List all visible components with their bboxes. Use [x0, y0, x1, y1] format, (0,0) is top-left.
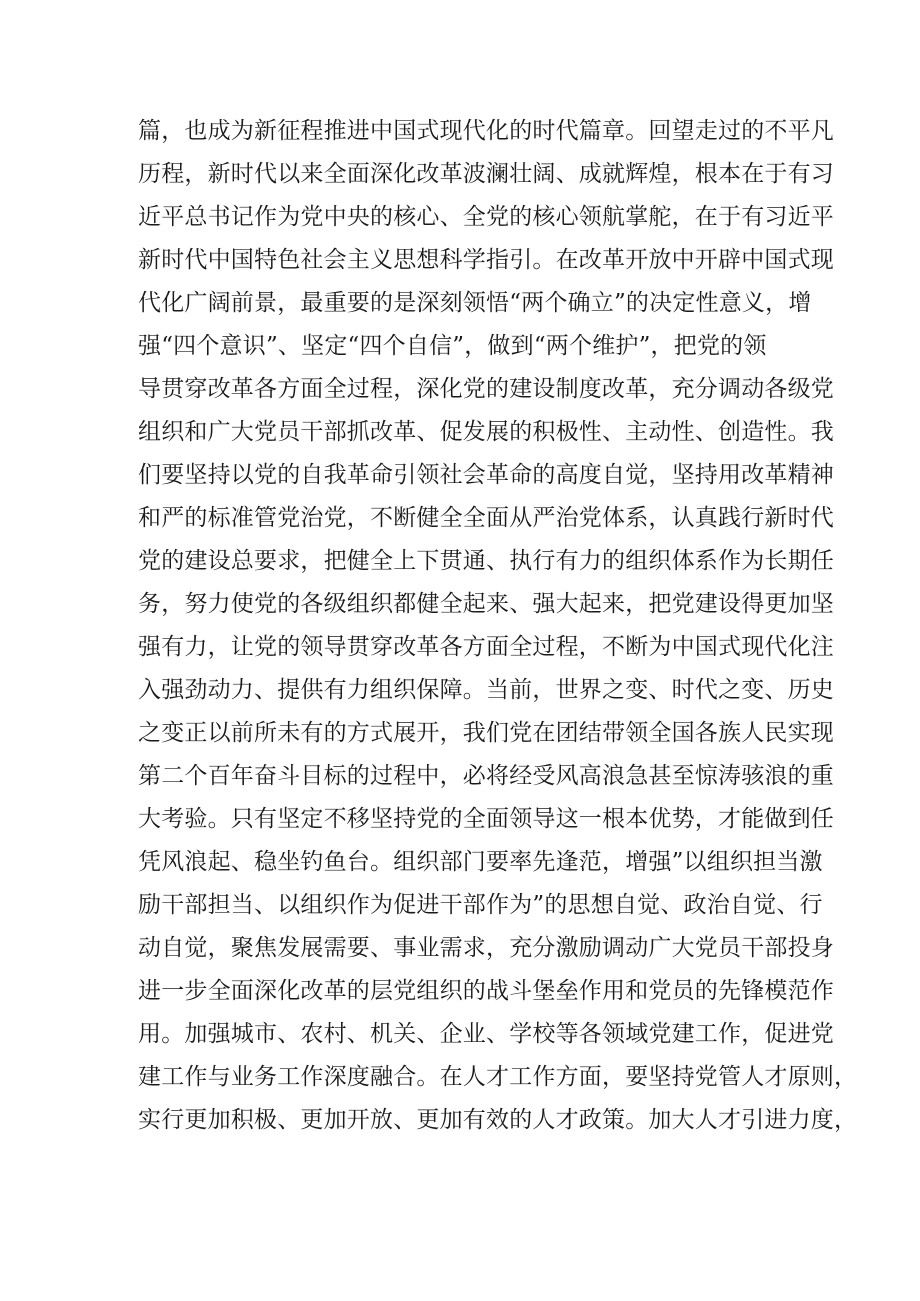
- text-line: 强“四个意识”、坚定“四个自信”，做到“两个维护”，把党的领: [138, 333, 767, 359]
- text-line: 强有力，让党的领导贯穿改革各方面全过程，不断为中国式现代化注: [138, 634, 834, 660]
- text-line: 代化广阔前景，最重要的是深刻领悟“两个确立”的决定性意义，增: [138, 290, 812, 316]
- text-line: 建工作与业务工作深度融合。在人才工作方面，要坚持党管人才原则，: [138, 1064, 858, 1090]
- text-line: 动自觉，聚焦发展需要、事业需求，充分激励调动广大党员干部投身: [138, 935, 834, 961]
- text-line: 务，努力使党的各级组织都健全起来、强大起来，把党建设得更加坚: [138, 591, 834, 617]
- text-line: 导贯穿改革各方面全过程，深化党的建设制度改革，充分调动各级党: [138, 376, 834, 402]
- text-line: 大考验。只有坚定不移坚持党的全面领导这一根本优势，才能做到任: [138, 806, 834, 832]
- text-line: 历程，新时代以来全面深化改革波澜壮阔、成就辉煌，根本在于有习: [138, 161, 834, 187]
- text-line: 党的建设总要求，把健全上下贯通、执行有力的组织体系作为长期任: [138, 548, 834, 574]
- text-line: 实行更加积极、更加开放、更加有效的人才政策。加大人才引进力度，: [138, 1107, 858, 1133]
- text-line: 第二个百年奋斗目标的过程中，必将经受风高浪急甚至惊涛骇浪的重: [138, 763, 834, 789]
- body-paragraph: [138, 110, 858, 1142]
- text-line: 用。加强城市、农村、机关、企业、学校等各领域党建工作，促进党: [138, 1021, 834, 1047]
- text-line: 近平总书记作为党中央的核心、全党的核心领航掌舵，在于有习近平: [138, 204, 834, 230]
- text-line: 组织和广大党员干部抓改革、促发展的积极性、主动性、创造性。我: [138, 419, 834, 445]
- text-line: 新时代中国特色社会主义思想科学指引。在改革开放中开辟中国式现: [138, 247, 834, 273]
- text-line: 入强劲动力、提供有力组织保障。当前，世界之变、时代之变、历史: [138, 677, 834, 703]
- text-line: 进一步全面深化改革的层党组织的战斗堡垒作用和党员的先锋模范作: [138, 978, 834, 1004]
- text-line: 和严的标准管党治党，不断健全全面从严治党体系，认真践行新时代: [138, 505, 834, 531]
- text-line: 凭风浪起、稳坐钓鱼台。组织部门要率先逢范，增强”以组织担当激: [138, 849, 823, 875]
- text-line: 们要坚持以党的自我革命引领社会革命的高度自觉，坚持用改革精神: [138, 462, 834, 488]
- text-line: 篇，也成为新征程推进中国式现代化的时代篇章。回望走过的不平凡: [138, 118, 834, 144]
- text-line: 励干部担当、以组织作为促进干部作为”的思想自觉、政治自觉、行: [138, 892, 823, 918]
- text-line: 之变正以前所未有的方式展开，我们党在团结带领全国各族人民实现: [138, 720, 834, 746]
